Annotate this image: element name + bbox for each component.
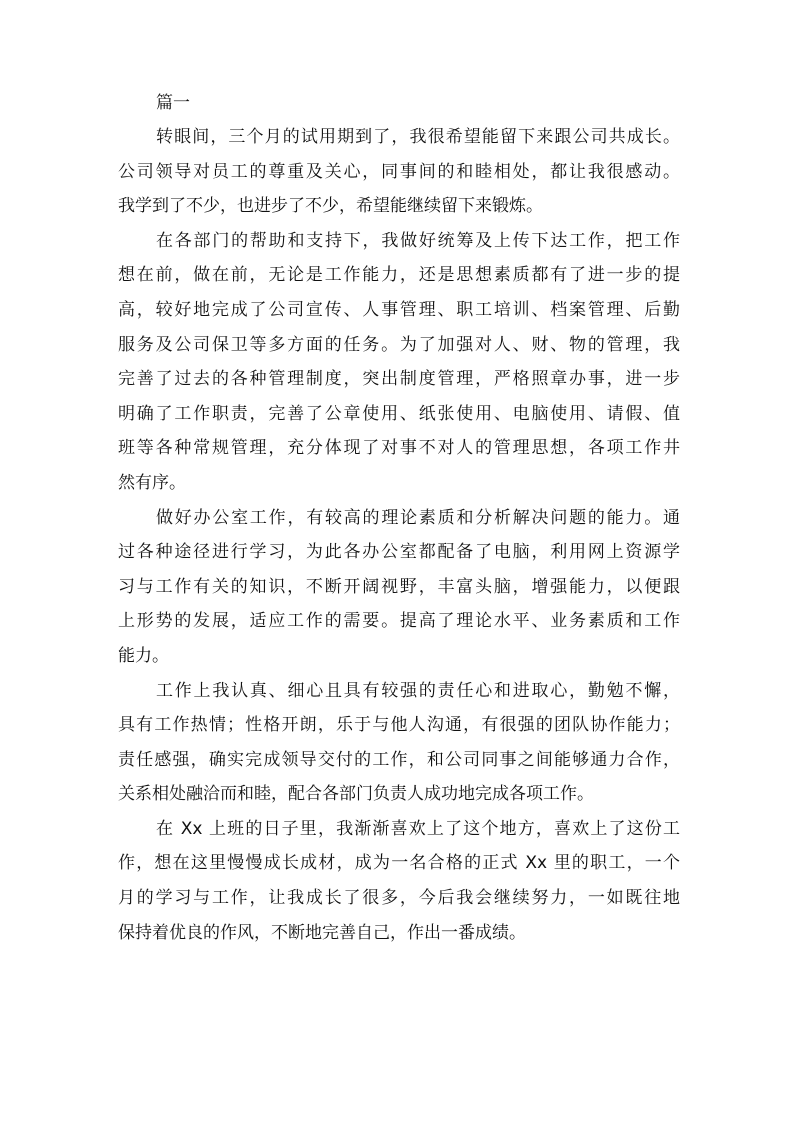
- text-line: 工作上我认真、细心且具有较强的责任心和进取心，勤勉不懈，: [156, 680, 680, 701]
- text-line: 然有序。: [118, 472, 186, 493]
- text-line: 想在前，做在前，无论是工作能力，还是思想素质都有了进一步的提: [118, 265, 680, 286]
- text-line: 关系相处融洽而和睦，配合各部门负责人成功地完成各项工作。: [118, 784, 594, 805]
- paragraph-4: [118, 674, 680, 812]
- text-line: 上形势的发展，适应工作的需要。提高了理论水平、业务素质和工作: [118, 611, 680, 632]
- text-line: 作，想在这里慢慢成长成材，成为一名合格的正式 Xx 里的职工，一个: [118, 853, 680, 874]
- text-line: 高，较好地完成了公司宣传、人事管理、职工培训、档案管理、后勤: [118, 299, 680, 320]
- text-line: 完善了过去的各种管理制度，突出制度管理，严格照章办事，进一步: [118, 369, 680, 390]
- text-line: 责任感强，确实完成领导交付的工作，和公司同事之间能够通力合作，: [118, 749, 680, 770]
- text-line: 过各种途径进行学习，为此各办公室都配备了电脑，利用网上资源学: [118, 542, 680, 563]
- text-line: 做好办公室工作，有较高的理论素质和分析解决问题的能力。通: [156, 507, 680, 528]
- text-line: 具有工作热情；性格开朗，乐于与他人沟通，有很强的团队协作能力；: [118, 715, 680, 736]
- text-line: 我学到了不少，也进步了不少，希望能继续留下来锻炼。: [118, 196, 543, 217]
- paragraph-2: [118, 224, 680, 501]
- text-line: 在各部门的帮助和支持下，我做好统筹及上传下达工作，把工作: [156, 230, 680, 251]
- text-line: 转眼间，三个月的试用期到了，我很希望能留下来跟公司共成长。: [156, 127, 680, 147]
- text-line: 月的学习与工作，让我成长了很多，今后我会继续努力，一如既往地: [118, 888, 680, 909]
- paragraph-3: [118, 501, 680, 674]
- text-line: 公司领导对员工的尊重及关心，同事间的和睦相处，都让我很感动。: [118, 161, 680, 182]
- document-body: [118, 86, 680, 950]
- text-line: 保持着优良的作风，不断地完善自己，作出一番成绩。: [118, 922, 526, 943]
- text-line: 能力。: [118, 645, 169, 666]
- paragraph-1: [118, 120, 680, 224]
- text-line: 习与工作有关的知识，不断开阔视野，丰富头脑，增强能力，以便跟: [118, 576, 680, 597]
- paragraph-5: [118, 812, 680, 950]
- section-heading: 篇一: [156, 93, 190, 113]
- text-line: 服务及公司保卫等多方面的任务。为了加强对人、财、物的管理，我: [118, 334, 680, 355]
- text-line: 在 Xx 上班的日子里，我渐渐喜欢上了这个地方，喜欢上了这份工: [156, 818, 680, 839]
- text-line: 明确了工作职责，完善了公章使用、纸张使用、电脑使用、请假、值: [118, 403, 680, 424]
- text-line: 班等各种常规管理，充分体现了对事不对人的管理思想，各项工作井: [118, 438, 680, 459]
